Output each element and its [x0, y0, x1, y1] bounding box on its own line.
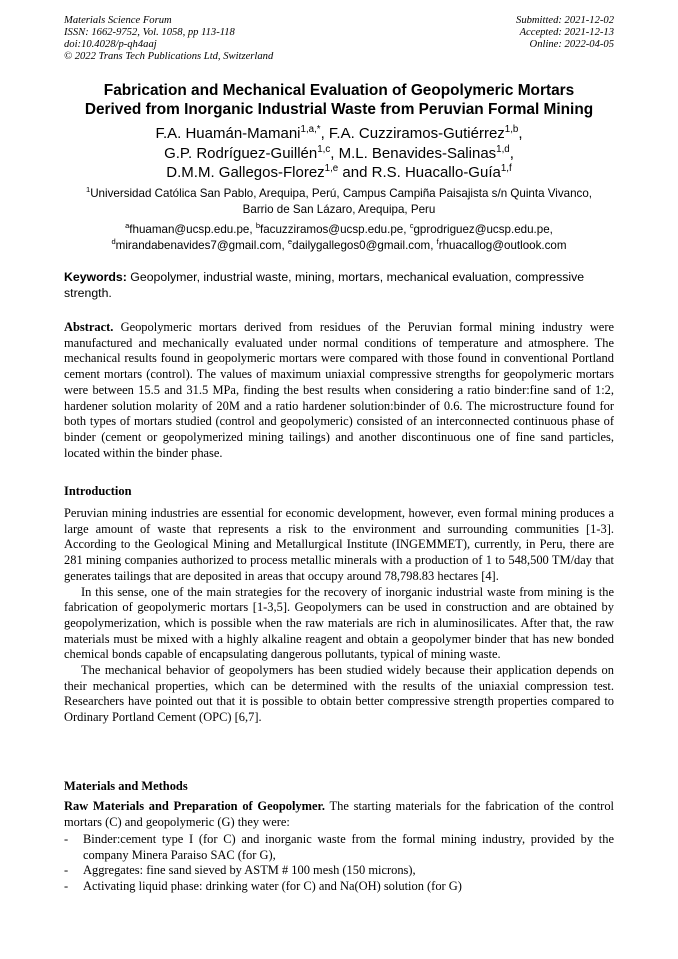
keywords	[64, 270, 614, 301]
submitted-date: Submitted: 2021-12-02	[516, 15, 614, 26]
affiliation	[40, 186, 638, 218]
paragraph: In this sense, one of the main strategies for the recovery of inorganic industrial waste from mining is the fabrication of geopolymeric mortars [1-3,5]. Geopolymers can be used in construction and are obtained by geopolymerization, which is possible when the raw materials are rich in aluminosilicates. After that, the raw materials must be mixed with a highly alkaline reagent and obtain a geopolymer binder that has new bonded chemical bonds capable of encapsulating dangerous pollutants, typical of mining waste.	[64, 584, 614, 662]
affiliation-line-1	[40, 186, 638, 202]
paragraph	[64, 799, 614, 830]
online-date: Online: 2022-04-05	[529, 39, 614, 50]
email-separator: ,	[403, 223, 410, 236]
author-sup: 1,b	[504, 124, 519, 135]
abstract	[64, 320, 614, 461]
list-item	[64, 832, 614, 863]
keywords-label: Keywords:	[64, 270, 127, 284]
list-item-text: Aggregates: fine sand sieved by ASTM # 100 mesh (150 microns),	[83, 863, 416, 878]
journal-name: Materials Science Forum	[64, 15, 172, 26]
keywords-text: Geopolymer, industrial waste, mining, mortars, mechanical evaluation, compressive strength.	[64, 270, 585, 300]
publication-dates	[516, 15, 614, 51]
author-sup: 1,e	[324, 163, 339, 174]
email-link[interactable]: facuzziramos@ucsp.edu.pe	[260, 223, 404, 236]
email-sup: a	[125, 221, 130, 231]
author-name: D.M.M. Gallegos-Florez	[166, 164, 325, 181]
email-separator: ,	[281, 238, 288, 252]
email-separator: ,	[549, 223, 553, 236]
author-name: R.S. Huacallo-Guía	[371, 164, 501, 181]
email-line	[40, 238, 638, 254]
list-item-text: Binder:cement type I (for C) and inorganic waste from the formal mining industry, provided by the company Minera Paraiso SAC (for G),	[83, 832, 614, 862]
email-sup: c	[409, 221, 414, 231]
list-item-text: Activating liquid phase: drinking water (for C) and Na(OH) solution (for G)	[83, 879, 462, 894]
abstract-text: Geopolymeric mortars derived from residues of the Peruvian formal mining industry were manufactured and mechanically evaluated under normal conditions of temperature and atmosphere. The mechanical results found in geopolymeric mortars were compared with those found in conventional Portland cement mortars (control). The values of maximum uniaxial compressive strengths for geopolymeric mortars were between 15.5 and 31.5 MPa, finding the best results when considering a ratio binder:fine sand of 1:2, hardener solution molarity of 20M and a ratio hardener solution:binder of 0.6. The microstructure found for both types of mortars studied (control and geopolymeric) consisted of an interconnected continuous phase of binder (cement or geopolymerized mining tailings) and another discontinuous one of fine sand particles, located within the binder phase.	[64, 320, 614, 460]
email-sup: b	[255, 221, 261, 231]
paragraph: Peruvian mining industries are essential for economic development, however, even formal mining produces a large amount of waste that represents a risk to the environment and surrounding communities [1-3]. According to the Geological Mining and Metallurgical Institute (INGEMMET), currently, in Peru, there are 281 mining companies authorized to process metallic minerals with a production of 1 to 548,500 TM/day that generates tailings that are deposited in areas that occupy around 78,798.83 hectares [4].	[64, 506, 614, 583]
list-bullet: -	[64, 863, 69, 878]
title-line-2: Derived from Inorganic Industrial Waste from Peruvian Formal Mining	[84, 101, 594, 118]
title-line-1: Fabrication and Mechanical Evaluation of Geopolymeric Mortars	[103, 82, 575, 99]
affiliation-text: Universidad Católica San Pablo, Arequipa, Perú, Campus Campiña Paisajista s/n Quinta Vivanco,	[90, 187, 592, 200]
author-line	[40, 163, 638, 183]
list-item	[64, 863, 614, 879]
email-sup: e	[287, 236, 293, 246]
author-sup: 1,f	[500, 163, 512, 174]
author-name: F.A. Huamán-Mamani	[155, 125, 301, 142]
author-sup: 1,a,*	[300, 124, 321, 135]
copyright-line: © 2022 Trans Tech Publications Ltd, Switzerland	[64, 51, 274, 62]
email-separator: ,	[249, 223, 256, 236]
author-separator: ,	[330, 144, 339, 162]
author-separator: ,	[320, 125, 329, 142]
list-bullet: -	[64, 832, 69, 846]
subsection-text: The starting materials for the fabrication of the control mortars (C) and geopolymeric (G) they were:	[64, 799, 614, 829]
author-list	[40, 124, 638, 183]
email-link[interactable]: dailygallegos0@gmail.com	[292, 238, 431, 252]
author-name: F.A. Cuzziramos-Gutiérrez	[328, 125, 505, 142]
affiliation-sup: 1	[85, 185, 91, 195]
paragraph: The mechanical behavior of geopolymers has been studied widely because their application depends on their mechanical properties, which can be determined with the results of the uniaxial compression test. Researchers have pointed out that it is possible to obtain better compressive strength properties compared to Ordinary Portland Cement (OPC) [6,7].	[64, 663, 614, 725]
section-heading-methods: Materials and Methods	[64, 779, 188, 793]
author-line	[40, 144, 638, 164]
author-line	[40, 124, 638, 144]
email-link[interactable]: gprodriguez@ucsp.edu.pe	[413, 223, 550, 236]
journal-info	[64, 15, 273, 63]
email-list	[40, 222, 638, 253]
affiliation-line-2: Barrio de San Lázaro, Arequipa, Peru	[242, 203, 436, 216]
issn-line: ISSN: 1662-9752, Vol. 1058, pp 113-118	[64, 27, 235, 38]
paper-title	[40, 81, 638, 119]
introduction-body	[64, 506, 614, 726]
list-bullet: -	[64, 879, 69, 894]
author-sup: 1,d	[496, 143, 510, 155]
email-link[interactable]: rhuacallog@outlook.com	[438, 238, 567, 252]
author-sup: 1,c	[317, 143, 331, 155]
email-sup: d	[111, 236, 116, 246]
email-separator: ,	[430, 238, 437, 252]
accepted-date: Accepted: 2021-12-13	[519, 27, 614, 38]
author-separator: ,	[518, 125, 523, 142]
author-name: M.L. Benavides-Salinas	[338, 144, 497, 162]
section-heading-introduction: Introduction	[64, 484, 132, 498]
author-separator: and	[338, 164, 372, 181]
abstract-label: Abstract.	[64, 320, 114, 334]
author-name: G.P. Rodríguez-Guillén	[164, 144, 318, 162]
materials-list	[64, 832, 614, 895]
author-separator: ,	[509, 144, 514, 162]
email-link[interactable]: mirandabenavides7@gmail.com	[115, 238, 282, 252]
email-sup: f	[436, 236, 439, 246]
email-link[interactable]: fhuaman@ucsp.edu.pe	[129, 223, 250, 236]
list-item	[64, 879, 614, 895]
doi-line: doi:10.4028/p-qh4aaj	[64, 39, 157, 50]
methods-intro	[64, 799, 614, 830]
email-line	[40, 222, 638, 238]
subsection-label: Raw Materials and Preparation of Geopolymer.	[64, 799, 326, 813]
